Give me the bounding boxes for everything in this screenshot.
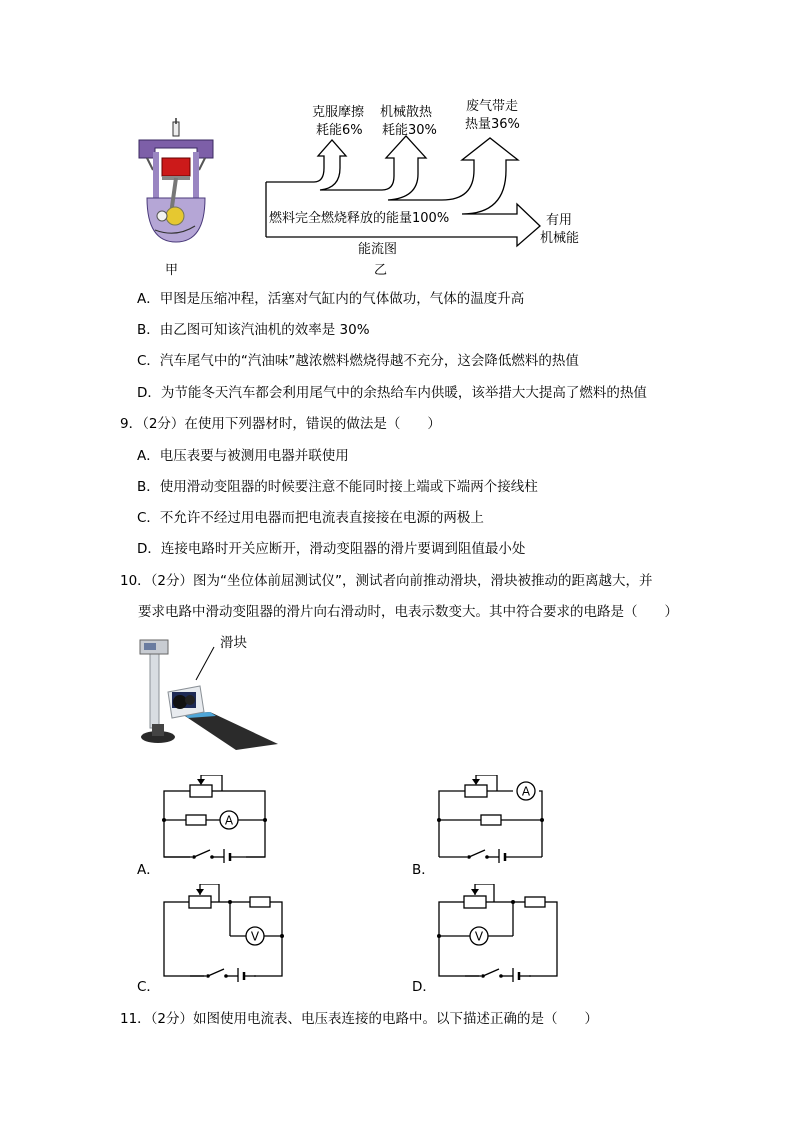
q10-stem-line2: 要求电路中滑动变阻器的滑片向右滑动时，电表示数变大。其中符合要求的电路是（ ） <box>138 604 678 620</box>
useful-energy-label-line1: 有用 <box>546 213 573 228</box>
circuit-option-d <box>435 884 561 982</box>
heat-loss-label-line1: 机械散热 <box>380 105 433 120</box>
circuit-c-label: C． <box>137 979 160 995</box>
q8-option-b: B．由乙图可知该汽油机的效率是 30% <box>137 322 370 338</box>
circuit-option-a <box>160 775 270 863</box>
sit-and-reach-tester-figure <box>138 634 280 752</box>
engine-cylinder-figure <box>135 118 217 248</box>
circuit-a-ammeter: A <box>224 813 234 828</box>
exhaust-loss-label-line1: 废气带走 <box>466 99 519 114</box>
q11-stem: 11．（2分）如图使用电流表、电压表连接的电路中。以下描述正确的是（ ） <box>120 1011 599 1027</box>
q10-stem-line1: 10．（2分）图为“坐位体前屈测试仪”，测试者向前推动滑块，滑块被推动的距离越大，并 <box>120 573 653 589</box>
circuit-c-voltmeter: V <box>250 929 260 944</box>
figure-jia-label: 甲 <box>165 263 179 278</box>
q9-stem: 9．（2分）在使用下列器材时，错误的做法是（ ） <box>120 416 441 432</box>
heat-loss-label-line2: 耗能30% <box>382 123 437 138</box>
circuit-b-ammeter: A <box>521 784 531 799</box>
q9-option-a: A．电压表要与被测用电器并联使用 <box>137 448 349 464</box>
energy-flow-title: 能流图 <box>358 242 398 257</box>
circuit-b-label: B． <box>412 862 435 878</box>
circuit-d-label: D． <box>412 979 436 995</box>
q8-option-c: C．汽车尾气中的“汽油味”越浓燃料燃烧得越不充分，这会降低燃料的热值 <box>137 353 579 369</box>
exhaust-loss-label-line2: 热量36% <box>465 117 520 132</box>
circuit-d-voltmeter: V <box>474 929 484 944</box>
friction-loss-label-line1: 克服摩擦 <box>312 105 365 120</box>
q8-option-d: D．为节能冬天汽车都会利用尾气中的余热给车内供暖，该举措大大提高了燃料的热值 <box>137 385 647 401</box>
fuel-energy-label: 燃料完全燃烧释放的能量100% <box>269 211 450 226</box>
q8-option-a: A．甲图是压缩冲程，活塞对气缸内的气体做功，气体的温度升高 <box>137 291 525 307</box>
circuit-a-label: A． <box>137 862 160 878</box>
q9-option-b: B．使用滑动变阻器的时候要注意不能同时接上端或下端两个接线柱 <box>137 479 538 495</box>
circuit-option-c <box>160 884 286 982</box>
circuit-option-b <box>435 775 547 863</box>
q9-option-c: C．不允许不经过用电器而把电流表直接接在电源的两极上 <box>137 510 484 526</box>
energy-flow-diagram <box>262 120 547 255</box>
friction-loss-label-line2: 耗能6% <box>316 123 363 138</box>
figure-yi-label: 乙 <box>374 263 388 278</box>
useful-energy-label-line2: 机械能 <box>540 231 580 246</box>
q9-option-d: D．连接电路时开关应断开，滑动变阻器的滑片要调到阻值最小处 <box>137 541 526 557</box>
slider-label: 滑块 <box>220 635 247 651</box>
